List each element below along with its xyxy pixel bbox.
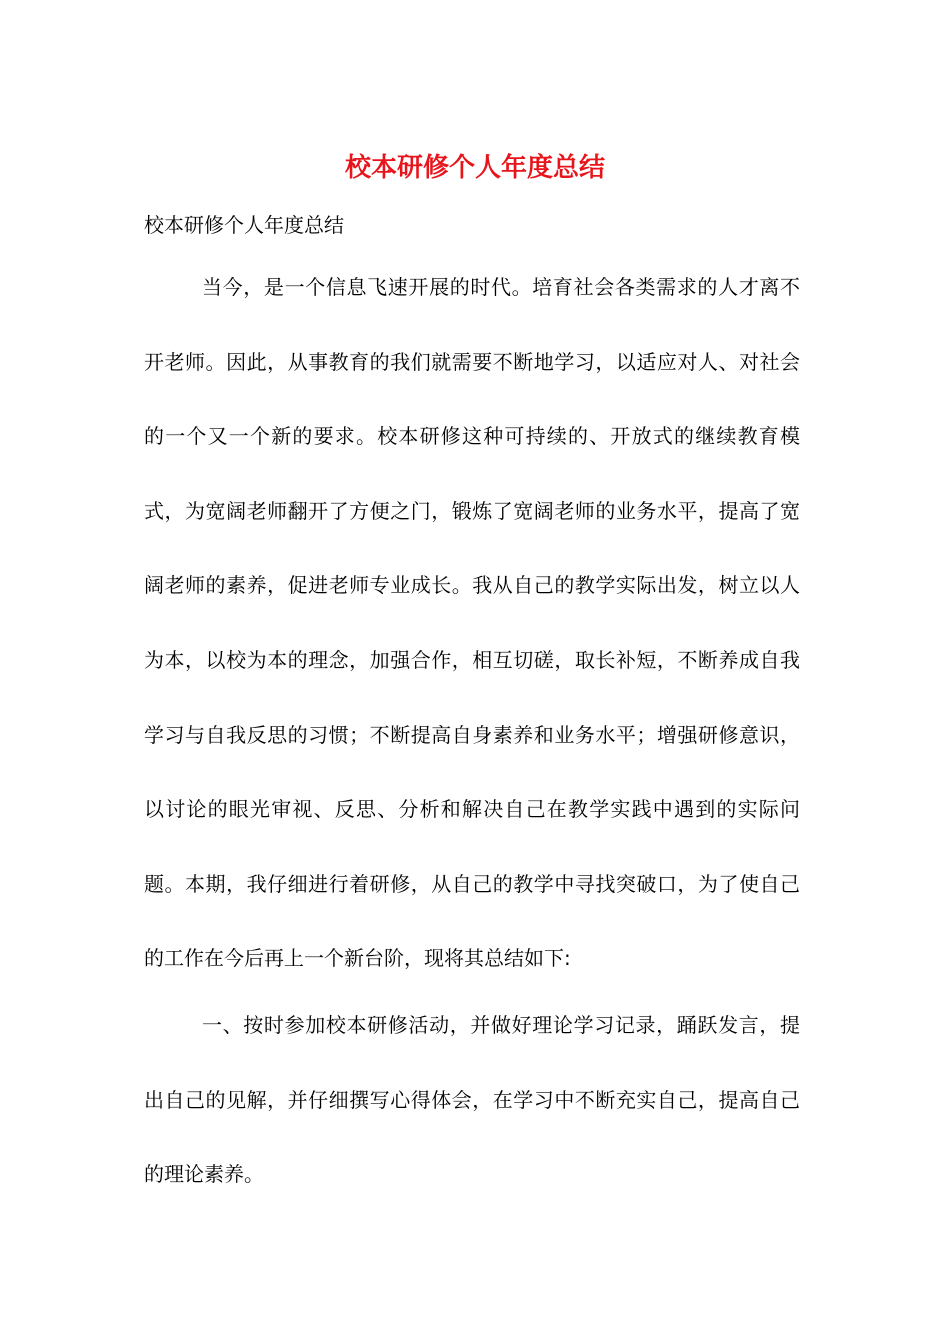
paragraph-item-one: 一、按时参加校本研修活动，并做好理论学习记录，踊跃发言，提出自己的见解，并仔细撰写心得体会，在学习中不断充实自己，提高自己的理论素养。 <box>144 1013 800 1187</box>
paragraph-intro: 当今，是一个信息飞速开展的时代。培育社会各类需求的人才离不开老师。因此，从事教育的我们就需要不断地学习，以适应对人、对社会的一个又一个新的要求。校本研修这种可持续的、开放式的继续教育模式，为宽阔老师翻开了方便之门，锻炼了宽阔老师的业务水平，提高了宽阔老师的素养，促进老师专业成长。我从自己的教学实际出发，树立以人为本，以校为本的理念，加强合作，相互切磋，取长补短，不断养成自我学习与自我反思的习惯；不断提高自身素养和业务水平；增强研修意识，以讨论的眼光审视、反思、分析和解决自己在教学实践中遇到的实际问题。本期，我仔细进行着研修，从自己的教学中寻找突破口，为了使自己的工作在今后再上一个新台阶，现将其总结如下: <box>144 275 800 971</box>
document-title: 校本研修个人年度总结 <box>344 153 605 183</box>
document-subtitle: 校本研修个人年度总结 <box>144 213 344 237</box>
